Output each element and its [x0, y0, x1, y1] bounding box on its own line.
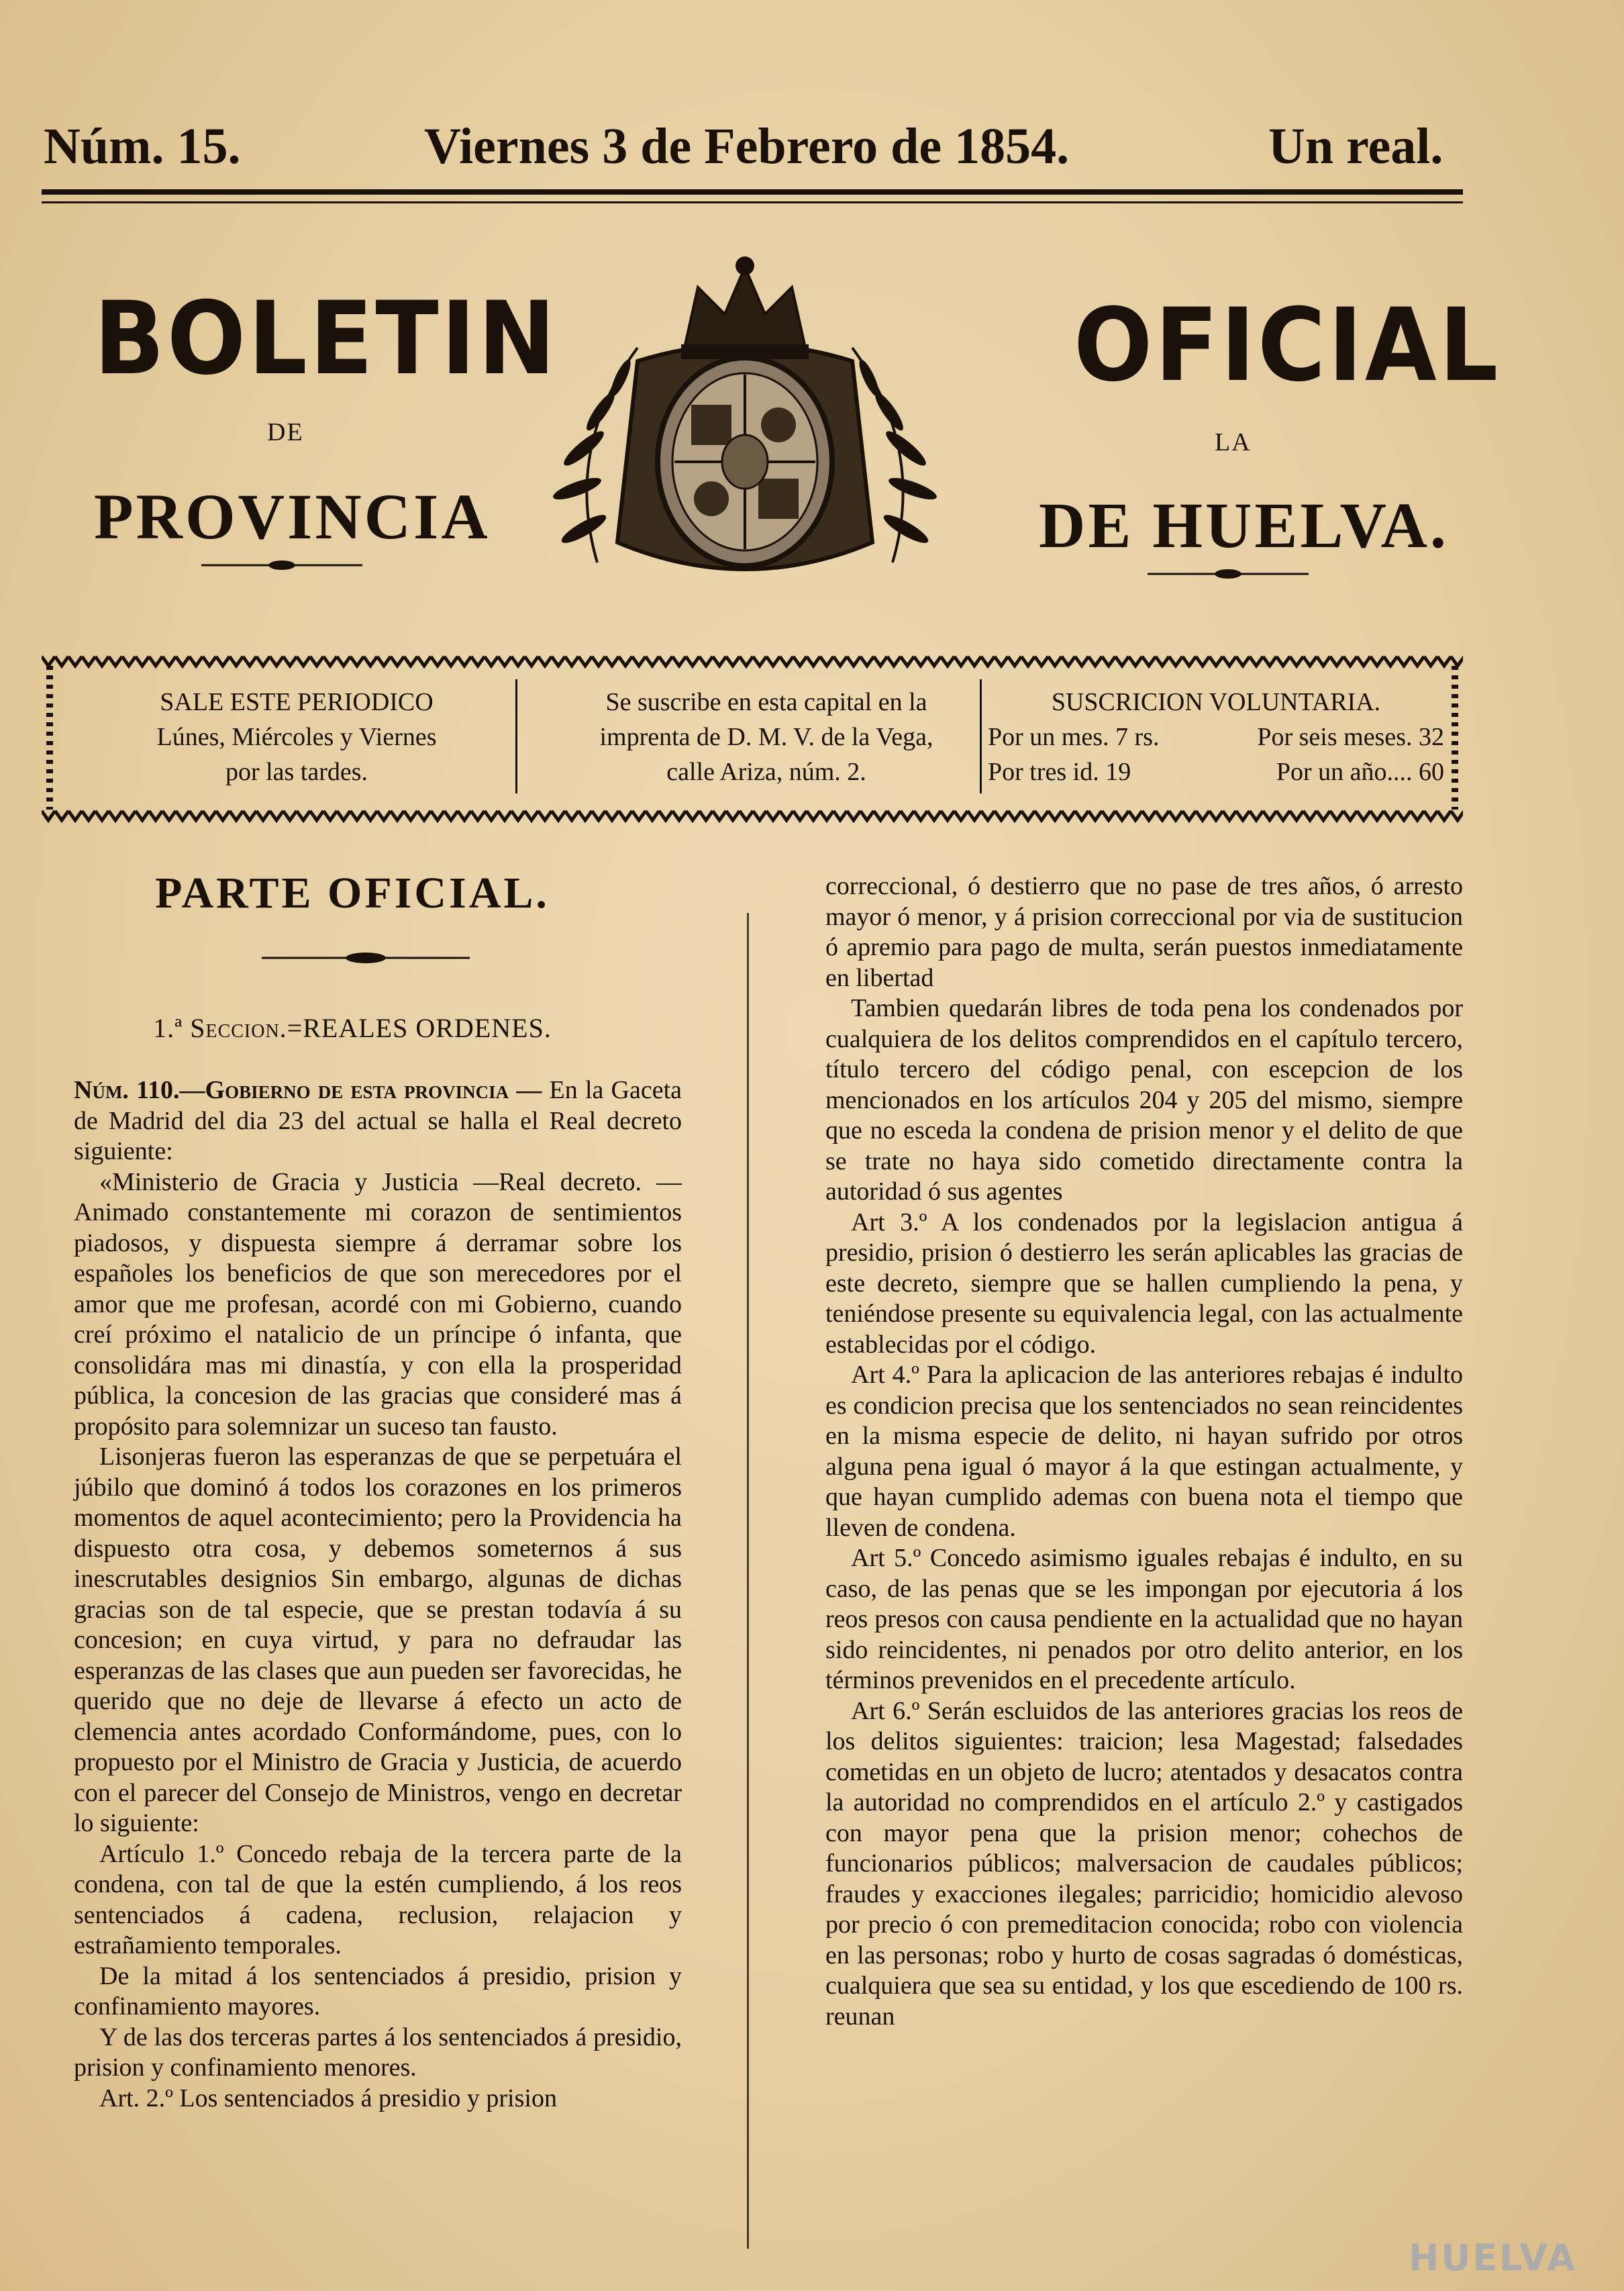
- title-la: LA: [1215, 428, 1252, 456]
- issue-date: Viernes 3 de Febrero de 1854.: [424, 118, 1070, 175]
- masthead-rule: [42, 189, 1463, 195]
- paragraph: correccional, ó destierro que no pase de tres años, ó arresto mayor ó menor, y á prision correccional por via de sustitucion ó apremio para pago de multa, serán puestos inmediatamente en libertad: [825, 872, 1463, 992]
- paragraph: Art 5.º Concedo asimismo iguales rebajas é indulto, en su caso, de las penas que se les impongan por ejecutoria á los reos presos con causa pendiente en la actualidad que no hayan sido reincidentes, ni penados por otro delito anterior, en los términos prevenidos en el precedente artículo.: [825, 1544, 1463, 1694]
- section-flourish: [262, 948, 470, 968]
- border-left: [42, 666, 58, 810]
- subscription-info-box: [42, 652, 1463, 827]
- section-title: PARTE OFICIAL.: [155, 869, 550, 918]
- paragraph: Art. 2.º Los sentenciados á presidio y prision: [99, 2084, 557, 2112]
- paragraph: De la mitad á los sentenciados á presidio, prision y confinamiento mayores.: [74, 1961, 682, 2020]
- location-line-3: calle Ariza, núm. 2.: [666, 758, 866, 786]
- prices-title: SUSCRICION VOLUNTARIA.: [1051, 688, 1381, 716]
- paragraph: Artículo 1.º Concedo rebaja de la tercera parte de la condena, con tal de que la estén cumpliendo, á los reos sentenciados á cadena, reclusion, relajacion y estrañamiento temporales.: [74, 1839, 682, 1959]
- title-oficial: OFICIAL: [1074, 287, 1501, 404]
- paragraph: Art 6.º Serán escluidos de las anteriores gracias los reos de los delitos siguientes: traicion; lesa Magestad; falsedades cometidas en un objeto de lucro; atentados y desacatos contra la autoridad no comprendidos en el artículo 2.º y castigados con mayor pena que la prision menor; cohechos de funcionarios públicos; malversacion de caudales públicos; fraudes y exacciones ilegales; parricidio; homicidio alevoso por precio ó con premeditacion conocida; robo con violencia en las personas; robo y hurto de cosas sagradas ó domésticas, cualquiera que sea su entidad, y los que escediendo de 100 rs. reunan: [825, 1696, 1463, 2031]
- location-line-1: Se suscribe en esta capital en la: [605, 688, 927, 716]
- paragraph: Art 3.º A los condenados por la legislacion antigua á presidio, prision ó destierro les serán aplicables las gracias de este decreto, siempre que se hallen cumpliendo la pena, y teniéndose presente su equivalencia legal, con las actualmente establecidas por el código.: [825, 1208, 1463, 1359]
- subsection-heading: [67, 1015, 638, 1042]
- publication-line-3: por las tardes.: [225, 758, 368, 786]
- subscription-prices: [988, 685, 1444, 792]
- coat-of-arms-icon: [537, 247, 953, 610]
- price-right: Por seis meses. 32: [1257, 723, 1444, 751]
- publication-line-1: SALE ESTE PERIODICO: [160, 688, 434, 716]
- paragraph: Y de las dos terceras partes á los sentenciados á presidio, prision y confinamiento menores.: [74, 2022, 682, 2082]
- title-de: DE: [267, 418, 304, 446]
- issue-price: Un real.: [1268, 118, 1443, 175]
- publication-schedule: [68, 685, 525, 792]
- column-divider: [747, 913, 749, 2249]
- archive-watermark: HUELVA: [1409, 2237, 1577, 2279]
- left-column: [74, 1075, 682, 2114]
- publication-line-2: Lúnes, Miércoles y Viernes: [156, 723, 437, 751]
- paragraph-text: En la Gaceta de Madrid del dia 23 del actual se halla el Real decreto siguiente:: [74, 1076, 682, 1165]
- price-left: Por un mes. 7 rs.: [988, 723, 1160, 751]
- location-line-2: imprenta de D. M. V. de la Vega,: [599, 723, 933, 751]
- price-row: [988, 720, 1444, 754]
- decree-lead: Núm. 110.—Gobierno de esta provincia —: [74, 1076, 542, 1104]
- issue-number: Núm. 15.: [44, 118, 241, 175]
- title-boletin: BOLETIN: [94, 281, 558, 397]
- subscription-location: [525, 685, 1008, 792]
- price-row: [988, 754, 1444, 789]
- subsection-name: =REALES ORDENES.: [287, 1013, 552, 1043]
- info-divider-2: [980, 679, 982, 793]
- title-provincia: PROVINCIA: [94, 481, 491, 552]
- subsection-label: Seccion.: [190, 1013, 287, 1043]
- price-right: Por un año.... 60: [1276, 758, 1444, 786]
- paragraph: Art 4.º Para la aplicacion de las anteriores rebajas é indulto es condicion precisa que los sentenciados no sean reincidentes en la misma especie de delito, ni hayan sufrido por otros alguna pena igual ó mayor á la que estingan actualmente, y que hayan cumplido ademas con buena nota el tiempo que lleven de condena.: [825, 1361, 1463, 1542]
- right-column: [825, 871, 1463, 2032]
- paragraph: Lisonjeras fueron las esperanzas de que se perpetuára el júbilo que dominó á todos los corazones en los primeros momentos de aquel acontecimiento; pero la Providencia ha dispuesto otra cosa, y debemos someternos á sus inescrutables designios Sin embargo, algunas de dichas gracias son de tal especie, que se prestan todavía á su concesion; en cuya virtud, y para no defraudar las esperanzas de las clases que aun pueden ser favorecidas, he querido que no deje de llevarse á efecto un acto de clemencia antes acordado Conformándome, pues, con lo propuesto por el Ministro de Gracia y Justicia, de acuerdo con el parecer del Consejo de Ministros, vengo en decretar lo siguiente:: [74, 1443, 682, 1837]
- info-divider-1: [515, 679, 517, 793]
- title-de-huelva: DE HUELVA.: [1039, 489, 1449, 561]
- paragraph: «Ministerio de Gracia y Justicia —Real decreto. —Animado constantemente mi corazon de sentimientos piadosos, y dispuesta siempre á derramar sobre los españoles los beneficios de que son merecedores por el amor que me profesan, acordé con mi Gobierno, cuando creí próximo el natalicio de un príncipe ó infanta, que consolidára mas mi dinastía, y con ella la prosperidad pública, la concesion de las gracias que consideré mas á propósito para solemnizar un suceso tan fausto.: [74, 1167, 682, 1441]
- border-top: [42, 652, 1463, 669]
- paragraph: [74, 1075, 682, 1167]
- flourish-right: [1148, 560, 1309, 587]
- flourish-left: [201, 552, 362, 579]
- price-left: Por tres id. 19: [988, 758, 1131, 786]
- border-right: [1447, 666, 1463, 810]
- border-bottom: [42, 807, 1463, 823]
- paragraph: Tambien quedarán libres de toda pena los condenados por cualquiera de los delitos comprendidos en el capítulo tercero, título tercero del código penal, con escepcion de los mencionados en los artículos 204 y 205 del mismo, siempre que no esceda la condena de prision menor y el delito de que se trate no haya sido cometido directamente contra la autoridad ó sus agentes: [825, 994, 1463, 1206]
- subsection-number: 1.ª: [153, 1013, 183, 1043]
- masthead-rule-thin: [42, 201, 1463, 203]
